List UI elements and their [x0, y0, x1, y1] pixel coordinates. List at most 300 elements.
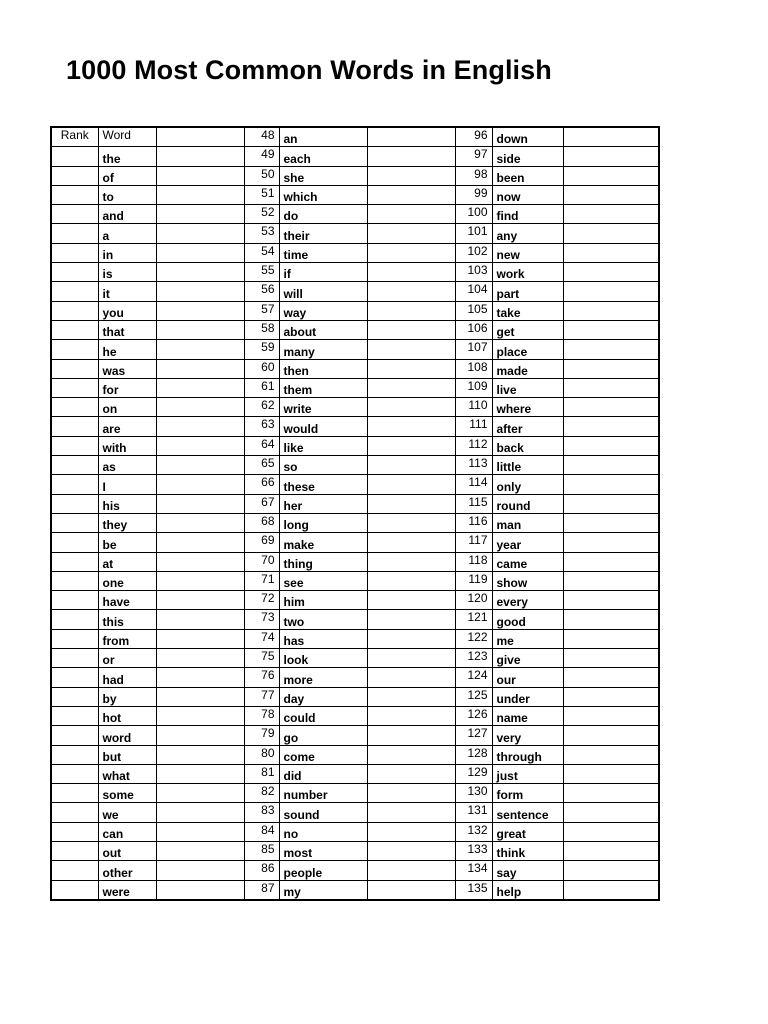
- blank-cell: [563, 841, 659, 860]
- blank-cell: [156, 417, 244, 436]
- table-row: [51, 436, 659, 455]
- blank-cell: [563, 301, 659, 320]
- blank-cell: [367, 841, 455, 860]
- rank-cell: 72: [244, 591, 279, 610]
- word-cell: show: [492, 571, 563, 590]
- table-row: [51, 398, 659, 417]
- blank-cell: [367, 629, 455, 648]
- blank-cell: [563, 340, 659, 359]
- word-cell: came: [492, 552, 563, 571]
- rank-cell: 74: [244, 629, 279, 648]
- rank-cell: [51, 185, 98, 204]
- rank-cell: 85: [244, 841, 279, 860]
- rank-cell: 67: [244, 494, 279, 513]
- blank-cell: [156, 243, 244, 262]
- word-cell: any: [492, 224, 563, 243]
- rank-cell: [51, 147, 98, 166]
- table-row: [51, 803, 659, 822]
- blank-cell: [563, 494, 659, 513]
- word-cell: if: [279, 263, 367, 282]
- word-cell: under: [492, 687, 563, 706]
- blank-cell: [367, 668, 455, 687]
- blank-cell: [367, 784, 455, 803]
- rank-cell: 82: [244, 784, 279, 803]
- blank-cell: [156, 591, 244, 610]
- blank-cell: [367, 166, 455, 185]
- blank-cell: [563, 475, 659, 494]
- rank-cell: 133: [455, 841, 492, 860]
- blank-cell: [156, 706, 244, 725]
- rank-cell: 135: [455, 880, 492, 900]
- word-cell: make: [279, 533, 367, 552]
- word-cell: these: [279, 475, 367, 494]
- rank-cell: 98: [455, 166, 492, 185]
- blank-cell: [156, 880, 244, 900]
- word-cell: work: [492, 263, 563, 282]
- table-row: [51, 494, 659, 513]
- word-cell: people: [279, 861, 367, 880]
- word-cell: from: [98, 629, 156, 648]
- table-row: [51, 340, 659, 359]
- rank-cell: 63: [244, 417, 279, 436]
- rank-cell: 52: [244, 205, 279, 224]
- word-cell: find: [492, 205, 563, 224]
- rank-cell: [51, 417, 98, 436]
- rank-cell: 71: [244, 571, 279, 590]
- word-cell: year: [492, 533, 563, 552]
- word-cell: her: [279, 494, 367, 513]
- word-cell: hot: [98, 706, 156, 725]
- blank-cell: [563, 224, 659, 243]
- word-cell: time: [279, 243, 367, 262]
- word-cell: for: [98, 378, 156, 397]
- word-cell: part: [492, 282, 563, 301]
- blank-cell: [367, 127, 455, 147]
- word-cell: to: [98, 185, 156, 204]
- word-cell: the: [98, 147, 156, 166]
- blank-cell: [367, 205, 455, 224]
- blank-cell: [367, 263, 455, 282]
- blank-cell: [563, 185, 659, 204]
- rank-cell: 84: [244, 822, 279, 841]
- word-cell: after: [492, 417, 563, 436]
- word-cell: write: [279, 398, 367, 417]
- blank-cell: [367, 513, 455, 532]
- blank-cell: [563, 880, 659, 900]
- word-cell: say: [492, 861, 563, 880]
- blank-cell: [156, 340, 244, 359]
- table-row: [51, 417, 659, 436]
- word-cell: number: [279, 784, 367, 803]
- table-body: [51, 127, 659, 900]
- rank-cell: 120: [455, 591, 492, 610]
- table-row: [51, 764, 659, 783]
- rank-cell: [51, 301, 98, 320]
- blank-cell: [367, 475, 455, 494]
- rank-cell: 49: [244, 147, 279, 166]
- blank-cell: [563, 822, 659, 841]
- word-cell: other: [98, 861, 156, 880]
- rank-cell: [51, 263, 98, 282]
- word-cell: but: [98, 745, 156, 764]
- word-cell: had: [98, 668, 156, 687]
- rank-cell: [51, 668, 98, 687]
- blank-cell: [156, 764, 244, 783]
- word-cell: a: [98, 224, 156, 243]
- word-cell: out: [98, 841, 156, 860]
- rank-cell: [51, 533, 98, 552]
- table-row: [51, 359, 659, 378]
- table-row: [51, 726, 659, 745]
- blank-cell: [367, 494, 455, 513]
- rank-cell: [51, 861, 98, 880]
- rank-cell: 50: [244, 166, 279, 185]
- rank-cell: 116: [455, 513, 492, 532]
- rank-cell: 75: [244, 649, 279, 668]
- blank-cell: [563, 359, 659, 378]
- word-cell: through: [492, 745, 563, 764]
- rank-cell: [51, 494, 98, 513]
- rank-cell: [51, 745, 98, 764]
- rank-cell: 127: [455, 726, 492, 745]
- rank-cell: 101: [455, 224, 492, 243]
- rank-cell: 117: [455, 533, 492, 552]
- table-row: [51, 263, 659, 282]
- rank-cell: 125: [455, 687, 492, 706]
- word-cell: think: [492, 841, 563, 860]
- blank-cell: [156, 745, 244, 764]
- word-cell: live: [492, 378, 563, 397]
- rank-cell: [51, 706, 98, 725]
- rank-cell: 70: [244, 552, 279, 571]
- rank-cell: 119: [455, 571, 492, 590]
- word-cell: as: [98, 456, 156, 475]
- table-row: [51, 533, 659, 552]
- blank-cell: [367, 706, 455, 725]
- word-cell: round: [492, 494, 563, 513]
- rank-cell: [51, 649, 98, 668]
- word-cell: sound: [279, 803, 367, 822]
- rank-cell: 134: [455, 861, 492, 880]
- blank-cell: [563, 861, 659, 880]
- blank-cell: [156, 726, 244, 745]
- word-cell: like: [279, 436, 367, 455]
- table-row: [51, 147, 659, 166]
- word-cell: down: [492, 127, 563, 147]
- word-cell: very: [492, 726, 563, 745]
- rank-cell: 81: [244, 764, 279, 783]
- word-cell: him: [279, 591, 367, 610]
- rank-cell: 103: [455, 263, 492, 282]
- word-cell: each: [279, 147, 367, 166]
- rank-cell: 76: [244, 668, 279, 687]
- rank-cell: 64: [244, 436, 279, 455]
- blank-cell: [367, 359, 455, 378]
- word-cell: are: [98, 417, 156, 436]
- word-cell: has: [279, 629, 367, 648]
- blank-cell: [367, 185, 455, 204]
- rank-cell: 58: [244, 320, 279, 339]
- word-cell: of: [98, 166, 156, 185]
- rank-cell: 59: [244, 340, 279, 359]
- rank-cell: 69: [244, 533, 279, 552]
- blank-cell: [563, 571, 659, 590]
- blank-cell: [367, 571, 455, 590]
- blank-cell: [563, 417, 659, 436]
- blank-cell: [367, 552, 455, 571]
- rank-cell: 107: [455, 340, 492, 359]
- rank-cell: 122: [455, 629, 492, 648]
- blank-cell: [156, 610, 244, 629]
- word-cell: word: [98, 726, 156, 745]
- word-cell: or: [98, 649, 156, 668]
- table-row: [51, 475, 659, 494]
- rank-cell: 78: [244, 706, 279, 725]
- rank-cell: 80: [244, 745, 279, 764]
- word-cell: form: [492, 784, 563, 803]
- rank-cell: 96: [455, 127, 492, 147]
- blank-cell: [367, 436, 455, 455]
- rank-cell: 51: [244, 185, 279, 204]
- blank-cell: [367, 649, 455, 668]
- blank-cell: [367, 340, 455, 359]
- word-table: [50, 126, 660, 901]
- rank-cell: [51, 610, 98, 629]
- table-row: [51, 166, 659, 185]
- word-cell: I: [98, 475, 156, 494]
- blank-cell: [156, 320, 244, 339]
- blank-cell: [563, 764, 659, 783]
- blank-cell: [156, 282, 244, 301]
- blank-cell: [563, 649, 659, 668]
- rank-cell: [51, 378, 98, 397]
- word-cell: most: [279, 841, 367, 860]
- word-cell: our: [492, 668, 563, 687]
- blank-cell: [156, 861, 244, 880]
- blank-cell: [156, 263, 244, 282]
- blank-cell: [156, 147, 244, 166]
- blank-cell: [156, 185, 244, 204]
- blank-cell: [156, 205, 244, 224]
- blank-cell: [563, 127, 659, 147]
- blank-cell: [563, 436, 659, 455]
- rank-cell: [51, 764, 98, 783]
- word-cell: get: [492, 320, 563, 339]
- rank-cell: 121: [455, 610, 492, 629]
- word-cell: no: [279, 822, 367, 841]
- blank-cell: [367, 687, 455, 706]
- blank-cell: [156, 127, 244, 147]
- rank-cell: 73: [244, 610, 279, 629]
- blank-cell: [367, 398, 455, 417]
- rank-cell: 53: [244, 224, 279, 243]
- table-row: [51, 301, 659, 320]
- blank-cell: [563, 263, 659, 282]
- word-cell: which: [279, 185, 367, 204]
- word-cell: an: [279, 127, 367, 147]
- word-cell: did: [279, 764, 367, 783]
- word-cell: me: [492, 629, 563, 648]
- rank-cell: [51, 822, 98, 841]
- blank-cell: [156, 841, 244, 860]
- blank-cell: [156, 822, 244, 841]
- blank-cell: [367, 745, 455, 764]
- word-cell: on: [98, 398, 156, 417]
- rank-cell: 124: [455, 668, 492, 687]
- word-header: Word: [98, 127, 156, 147]
- table-row: [51, 841, 659, 860]
- rank-cell: 54: [244, 243, 279, 262]
- table-row: [51, 185, 659, 204]
- blank-cell: [367, 880, 455, 900]
- table-row: [51, 205, 659, 224]
- word-cell: by: [98, 687, 156, 706]
- blank-cell: [563, 513, 659, 532]
- word-cell: them: [279, 378, 367, 397]
- word-cell: some: [98, 784, 156, 803]
- rank-cell: 126: [455, 706, 492, 725]
- blank-cell: [156, 224, 244, 243]
- page-title: 1000 Most Common Words in English: [66, 55, 552, 85]
- blank-cell: [367, 726, 455, 745]
- rank-cell: [51, 629, 98, 648]
- table-row: [51, 745, 659, 764]
- rank-cell: 112: [455, 436, 492, 455]
- rank-header: Rank: [51, 127, 98, 147]
- word-cell: we: [98, 803, 156, 822]
- rank-cell: 110: [455, 398, 492, 417]
- table-row: [51, 784, 659, 803]
- blank-cell: [156, 301, 244, 320]
- table-row: [51, 610, 659, 629]
- blank-cell: [367, 456, 455, 475]
- blank-cell: [367, 147, 455, 166]
- word-cell: at: [98, 552, 156, 571]
- blank-cell: [563, 591, 659, 610]
- blank-cell: [156, 629, 244, 648]
- word-cell: one: [98, 571, 156, 590]
- word-cell: they: [98, 513, 156, 532]
- blank-cell: [563, 205, 659, 224]
- rank-cell: [51, 687, 98, 706]
- rank-cell: 99: [455, 185, 492, 204]
- blank-cell: [367, 822, 455, 841]
- rank-cell: 87: [244, 880, 279, 900]
- rank-cell: [51, 784, 98, 803]
- blank-cell: [563, 533, 659, 552]
- blank-cell: [563, 803, 659, 822]
- blank-cell: [367, 320, 455, 339]
- rank-cell: 61: [244, 378, 279, 397]
- rank-cell: [51, 166, 98, 185]
- table-row: [51, 822, 659, 841]
- blank-cell: [156, 533, 244, 552]
- rank-cell: 123: [455, 649, 492, 668]
- word-cell: side: [492, 147, 563, 166]
- table-row: [51, 629, 659, 648]
- word-cell: place: [492, 340, 563, 359]
- blank-cell: [156, 687, 244, 706]
- rank-cell: [51, 205, 98, 224]
- word-cell: look: [279, 649, 367, 668]
- rank-cell: 68: [244, 513, 279, 532]
- word-cell: only: [492, 475, 563, 494]
- rank-cell: [51, 841, 98, 860]
- rank-cell: 104: [455, 282, 492, 301]
- blank-cell: [563, 378, 659, 397]
- blank-cell: [367, 417, 455, 436]
- blank-cell: [563, 456, 659, 475]
- rank-cell: 56: [244, 282, 279, 301]
- word-cell: two: [279, 610, 367, 629]
- rank-cell: 114: [455, 475, 492, 494]
- table-row: [51, 282, 659, 301]
- rank-cell: 86: [244, 861, 279, 880]
- blank-cell: [563, 166, 659, 185]
- word-cell: man: [492, 513, 563, 532]
- table-row: [51, 687, 659, 706]
- blank-cell: [156, 668, 244, 687]
- blank-cell: [367, 803, 455, 822]
- blank-cell: [563, 687, 659, 706]
- word-cell: back: [492, 436, 563, 455]
- table-row: [51, 706, 659, 725]
- word-cell: and: [98, 205, 156, 224]
- blank-cell: [156, 552, 244, 571]
- word-cell: have: [98, 591, 156, 610]
- table-row: [51, 552, 659, 571]
- word-cell: made: [492, 359, 563, 378]
- rank-cell: 102: [455, 243, 492, 262]
- blank-cell: [367, 301, 455, 320]
- blank-cell: [563, 398, 659, 417]
- rank-cell: [51, 803, 98, 822]
- rank-cell: 57: [244, 301, 279, 320]
- rank-cell: [51, 552, 98, 571]
- word-cell: come: [279, 745, 367, 764]
- table-row: [51, 320, 659, 339]
- word-cell: just: [492, 764, 563, 783]
- word-cell: so: [279, 456, 367, 475]
- table-row: [51, 456, 659, 475]
- rank-cell: 128: [455, 745, 492, 764]
- rank-cell: 109: [455, 378, 492, 397]
- rank-cell: 100: [455, 205, 492, 224]
- rank-cell: 118: [455, 552, 492, 571]
- word-cell: could: [279, 706, 367, 725]
- rank-cell: 115: [455, 494, 492, 513]
- rank-cell: 97: [455, 147, 492, 166]
- word-cell: give: [492, 649, 563, 668]
- word-cell: was: [98, 359, 156, 378]
- word-cell: more: [279, 668, 367, 687]
- rank-cell: [51, 726, 98, 745]
- word-cell: will: [279, 282, 367, 301]
- word-cell: with: [98, 436, 156, 455]
- blank-cell: [563, 610, 659, 629]
- word-cell: that: [98, 320, 156, 339]
- blank-cell: [367, 243, 455, 262]
- rank-cell: [51, 880, 98, 900]
- rank-cell: 66: [244, 475, 279, 494]
- rank-cell: [51, 475, 98, 494]
- word-cell: his: [98, 494, 156, 513]
- rank-cell: 131: [455, 803, 492, 822]
- rank-cell: [51, 320, 98, 339]
- rank-cell: 55: [244, 263, 279, 282]
- rank-cell: 130: [455, 784, 492, 803]
- blank-cell: [367, 861, 455, 880]
